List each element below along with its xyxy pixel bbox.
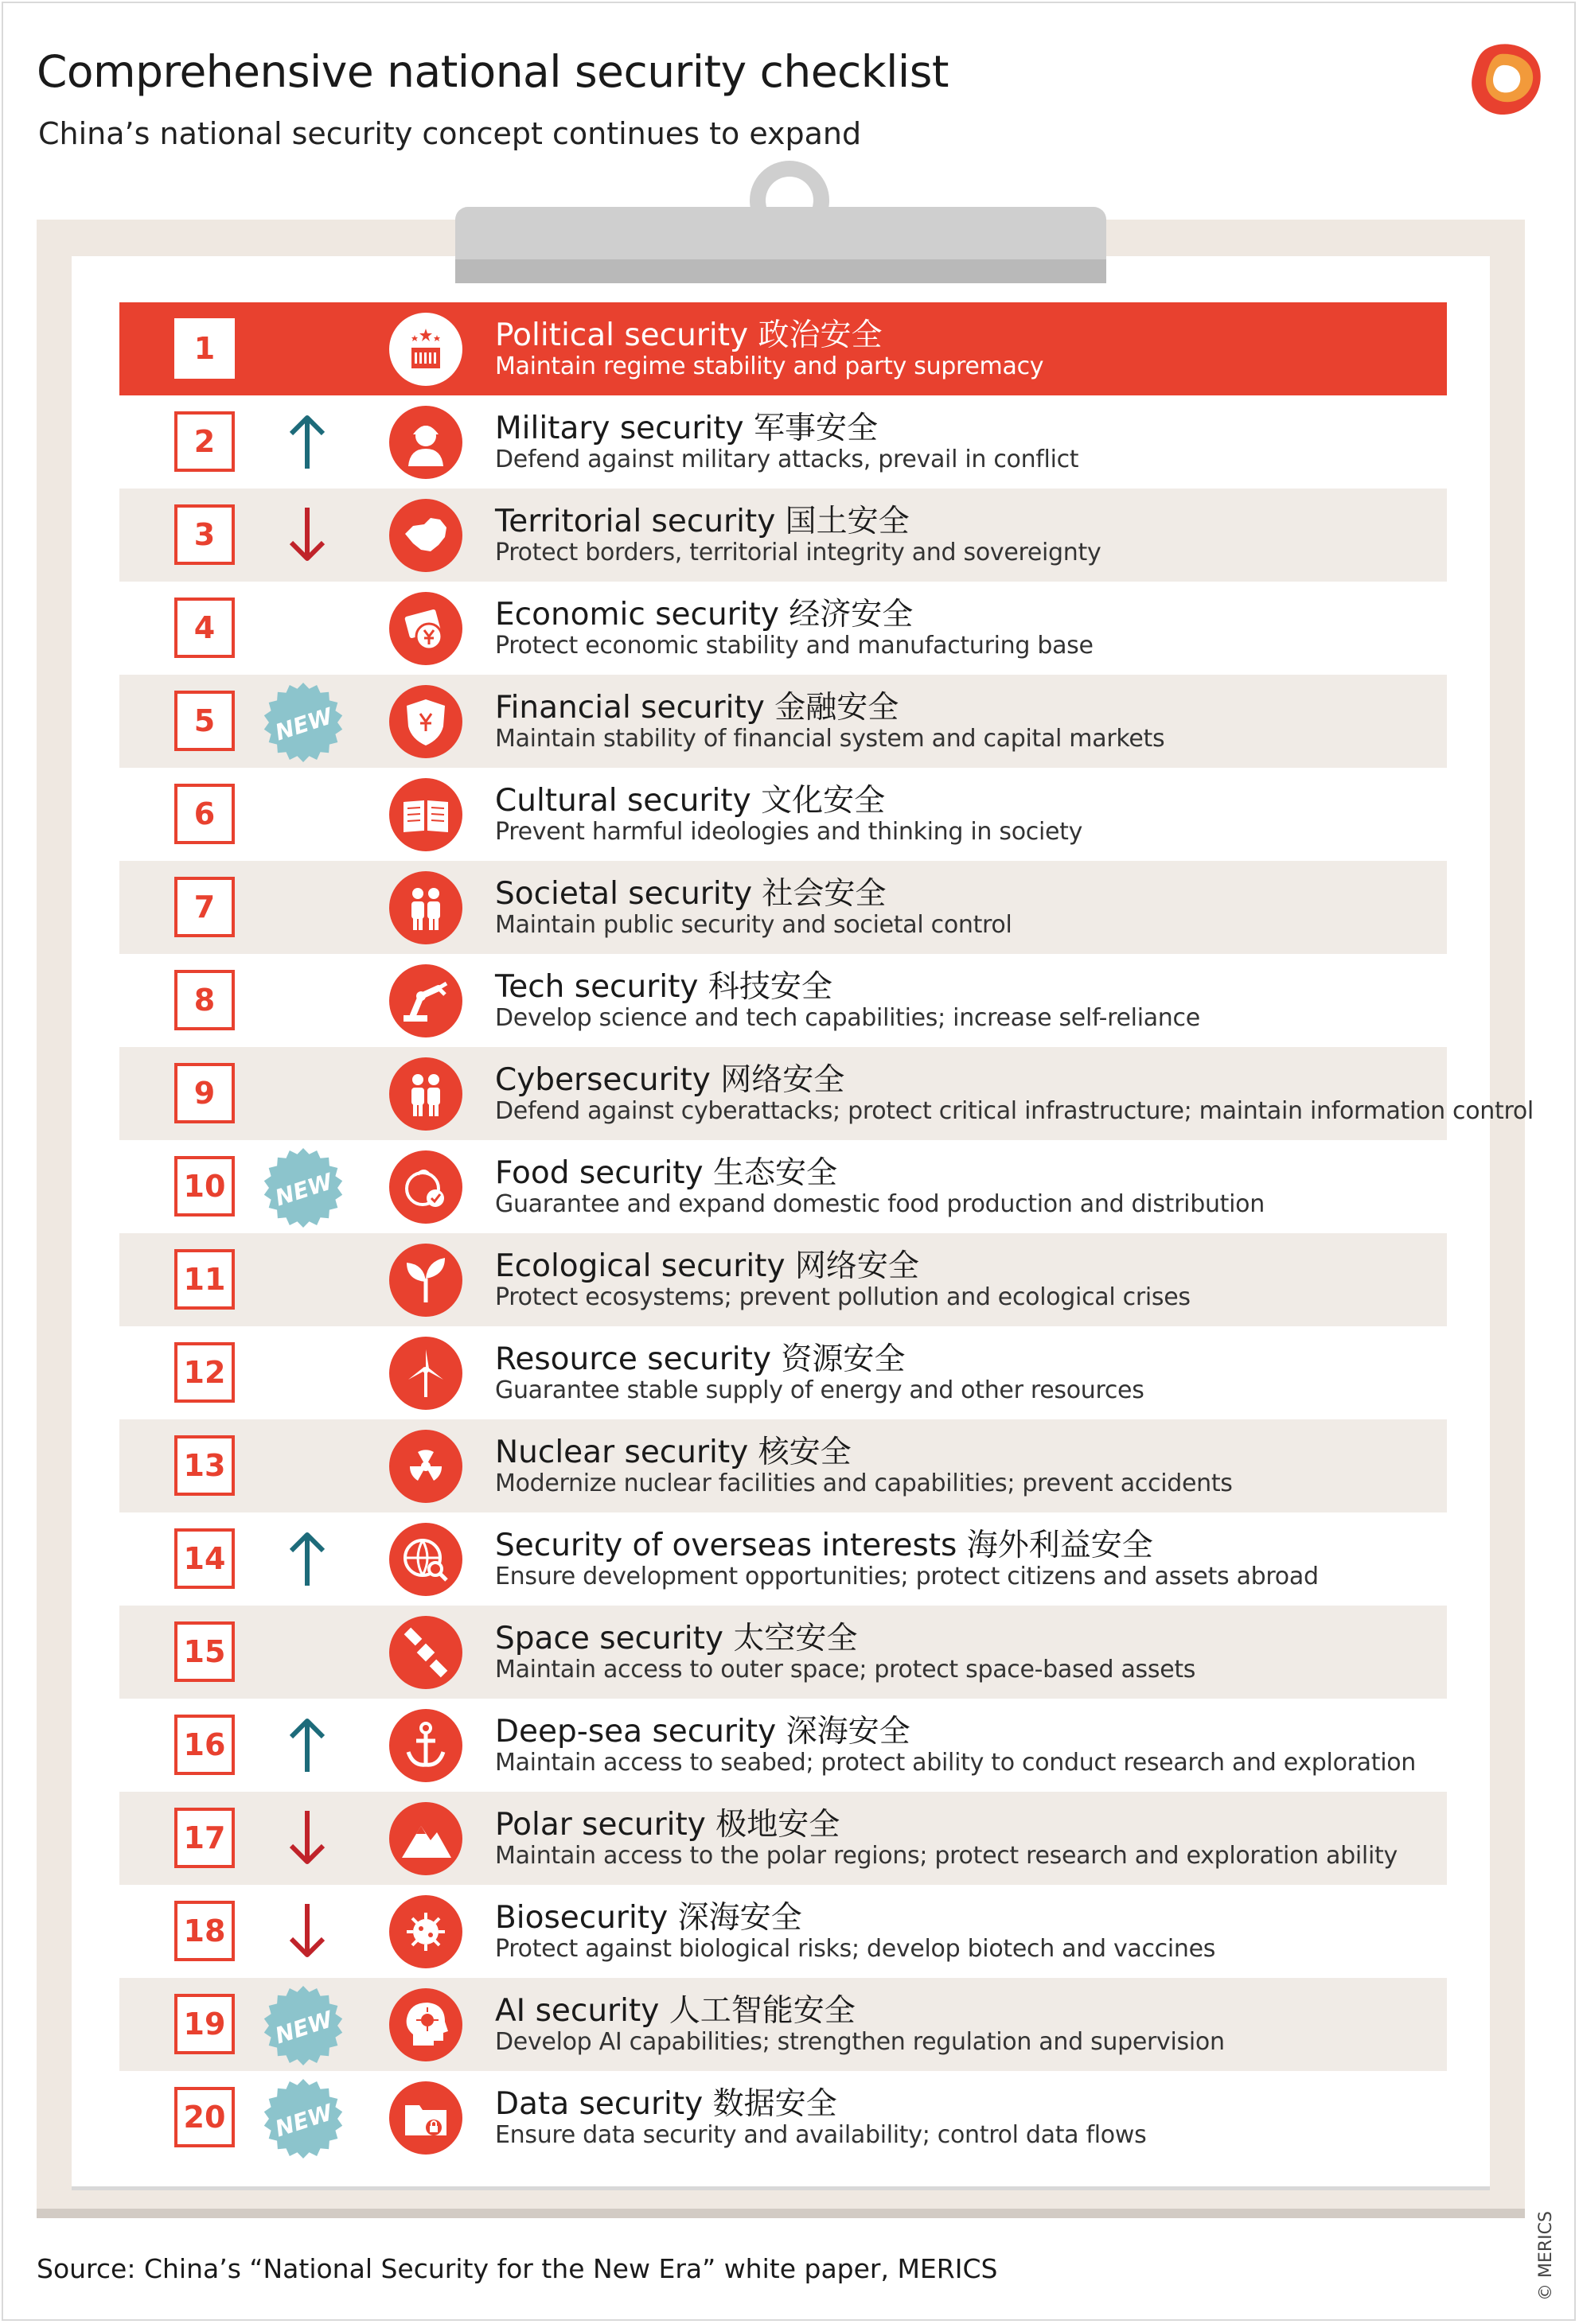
item-title: Data security 数据安全 xyxy=(495,2086,837,2122)
checklist-row xyxy=(119,1885,1447,1978)
rank-number: 11 xyxy=(174,1249,235,1310)
item-description: Maintain public security and societal control xyxy=(495,911,1012,939)
item-title: Resource security 资源安全 xyxy=(495,1341,906,1377)
rank-number: 8 xyxy=(174,970,235,1030)
item-description: Protect against biological risks; develop biotech and vaccines xyxy=(495,1935,1216,1963)
item-description: Ensure data security and availability; control data flows xyxy=(495,2121,1147,2149)
new-badge-label: NEW xyxy=(271,703,336,746)
rank-number: 16 xyxy=(174,1715,235,1775)
leaf-icon xyxy=(389,1244,462,1317)
rank-number: 5 xyxy=(174,691,235,751)
item-title: Military security 军事安全 xyxy=(495,411,878,446)
page-subtitle: China’s national security concept continues to expand xyxy=(38,116,862,151)
rank-number: 6 xyxy=(174,784,235,844)
item-title: Biosecurity 深海安全 xyxy=(495,1900,802,1936)
item-description: Maintain access to the polar regions; protect research and exploration ability xyxy=(495,1842,1398,1870)
rank-number: 12 xyxy=(174,1342,235,1403)
arrow-up-icon xyxy=(287,1716,328,1773)
item-title: Cultural security 文化安全 xyxy=(495,783,886,819)
item-description: Develop AI capabilities; strengthen regulation and supervision xyxy=(495,2028,1225,2056)
copyright: © MERICS xyxy=(1536,2211,1556,2301)
arrow-down-icon xyxy=(287,1902,328,1960)
checklist-row xyxy=(119,861,1447,954)
book-icon xyxy=(389,778,462,851)
rank-number: 20 xyxy=(174,2087,235,2147)
item-description: Develop science and tech capabilities; increase self-reliance xyxy=(495,1004,1200,1032)
data-folder-icon xyxy=(389,2081,462,2155)
checklist-row xyxy=(119,954,1447,1047)
rank-number: 10 xyxy=(174,1156,235,1216)
item-title: Food security 生态安全 xyxy=(495,1155,838,1191)
item-description: Ensure development opportunities; protect citizens and assets abroad xyxy=(495,1563,1319,1590)
yuan-shield-icon xyxy=(389,685,462,758)
new-badge xyxy=(259,683,347,762)
arrow-up-icon xyxy=(287,1530,328,1587)
rank-number: 4 xyxy=(174,598,235,658)
source-note: Source: China’s “National Security for the New Era” white paper, MERICS xyxy=(37,2253,998,2284)
clipboard-board-edge xyxy=(37,2209,1525,2218)
item-title: Security of overseas interests 海外利益安全 xyxy=(495,1528,1153,1563)
rank-number: 14 xyxy=(174,1528,235,1589)
checklist-row xyxy=(119,1606,1447,1699)
rank-number: 19 xyxy=(174,1994,235,2054)
rank-number: 3 xyxy=(174,504,235,565)
people-icon xyxy=(389,871,462,944)
checklist-row xyxy=(119,768,1447,861)
rank-number: 1 xyxy=(174,318,235,379)
food-check-icon xyxy=(389,1150,462,1224)
item-description: Prevent harmful ideologies and thinking in society xyxy=(495,818,1083,846)
item-title: Space security 太空安全 xyxy=(495,1621,858,1656)
item-title: Financial security 金融安全 xyxy=(495,690,899,726)
page-title: Comprehensive national security checklist xyxy=(37,46,949,97)
wind-turbine-icon xyxy=(389,1337,462,1410)
item-title: Political security 政治安全 xyxy=(495,317,883,353)
item-title: Ecological security 网络安全 xyxy=(495,1248,919,1284)
item-title: AI security 人工智能安全 xyxy=(495,1993,856,2029)
item-title: Economic security 经济安全 xyxy=(495,597,914,633)
checklist-row xyxy=(119,2071,1447,2164)
new-badge-label: NEW xyxy=(271,2099,336,2143)
radiation-icon xyxy=(389,1430,462,1503)
rank-number: 17 xyxy=(174,1808,235,1868)
checklist-row xyxy=(119,1047,1534,1140)
new-badge xyxy=(259,1986,347,2065)
yuan-coin-icon xyxy=(389,592,462,665)
new-badge-label: NEW xyxy=(271,2006,336,2050)
checklist-row xyxy=(119,489,1447,582)
arrow-down-icon xyxy=(287,506,328,563)
checklist-row xyxy=(119,1512,1447,1606)
china-map-icon xyxy=(389,499,462,572)
new-badge xyxy=(259,2079,347,2159)
item-description: Guarantee and expand domestic food production and distribution xyxy=(495,1190,1265,1218)
item-description: Defend against military attacks, prevail in conflict xyxy=(495,446,1079,473)
item-title: Polar security 极地安全 xyxy=(495,1807,840,1843)
new-badge xyxy=(259,1148,347,1228)
arrow-down-icon xyxy=(287,1809,328,1867)
merics-logo xyxy=(1464,38,1544,118)
item-description: Defend against cyberattacks; protect critical infrastructure; maintain information control xyxy=(495,1097,1534,1125)
soldier-icon xyxy=(389,406,462,479)
satellite-icon xyxy=(389,1616,462,1689)
rank-number: 9 xyxy=(174,1063,235,1123)
building-flag-icon xyxy=(389,313,462,386)
arrow-up-icon xyxy=(287,413,328,470)
checklist-row xyxy=(119,1978,1447,2071)
rank-number: 15 xyxy=(174,1621,235,1682)
checklist-row xyxy=(119,395,1447,489)
checklist-row xyxy=(119,675,1447,768)
new-badge-label: NEW xyxy=(271,1168,336,1212)
item-title: Territorial security 国土安全 xyxy=(495,504,910,539)
rank-number: 18 xyxy=(174,1901,235,1961)
ai-head-icon xyxy=(389,1988,462,2061)
item-title: Deep-sea security 深海安全 xyxy=(495,1714,910,1750)
item-description: Guarantee stable supply of energy and other resources xyxy=(495,1376,1144,1404)
item-description: Protect borders, territorial integrity and sovereignty xyxy=(495,539,1101,566)
item-description: Maintain stability of financial system and capital markets xyxy=(495,725,1165,753)
item-description: Maintain access to seabed; protect ability to conduct research and exploration xyxy=(495,1749,1417,1777)
item-description: Protect ecosystems; prevent pollution and ecological crises xyxy=(495,1283,1191,1311)
item-description: Maintain regime stability and party supremacy xyxy=(495,352,1044,380)
robot-arm-icon xyxy=(389,964,462,1037)
clipboard-clip-shadow xyxy=(455,259,1106,283)
item-description: Modernize nuclear facilities and capabilities; prevent accidents xyxy=(495,1470,1233,1497)
item-title: Nuclear security 核安全 xyxy=(495,1434,852,1470)
checklist-row xyxy=(119,1233,1447,1326)
globe-search-icon xyxy=(389,1523,462,1596)
checklist-row xyxy=(119,582,1447,675)
checklist xyxy=(119,302,1534,2164)
item-title: Tech security 科技安全 xyxy=(495,969,832,1005)
mountain-icon xyxy=(389,1802,462,1875)
checklist-row xyxy=(119,1699,1447,1792)
checklist-row xyxy=(119,1326,1447,1419)
item-title: Societal security 社会安全 xyxy=(495,876,887,912)
item-description: Protect economic stability and manufacturing base xyxy=(495,632,1094,660)
rank-number: 13 xyxy=(174,1435,235,1496)
item-description: Maintain access to outer space; protect space-based assets xyxy=(495,1656,1196,1684)
rank-number: 7 xyxy=(174,877,235,937)
rank-number: 2 xyxy=(174,411,235,472)
people-icon xyxy=(389,1057,462,1131)
virus-icon xyxy=(389,1895,462,1968)
checklist-row xyxy=(119,1419,1447,1512)
checklist-row xyxy=(119,1140,1447,1233)
anchor-icon xyxy=(389,1709,462,1782)
checklist-row xyxy=(119,302,1447,395)
checklist-row xyxy=(119,1792,1447,1885)
item-title: Cybersecurity 网络安全 xyxy=(495,1062,845,1098)
